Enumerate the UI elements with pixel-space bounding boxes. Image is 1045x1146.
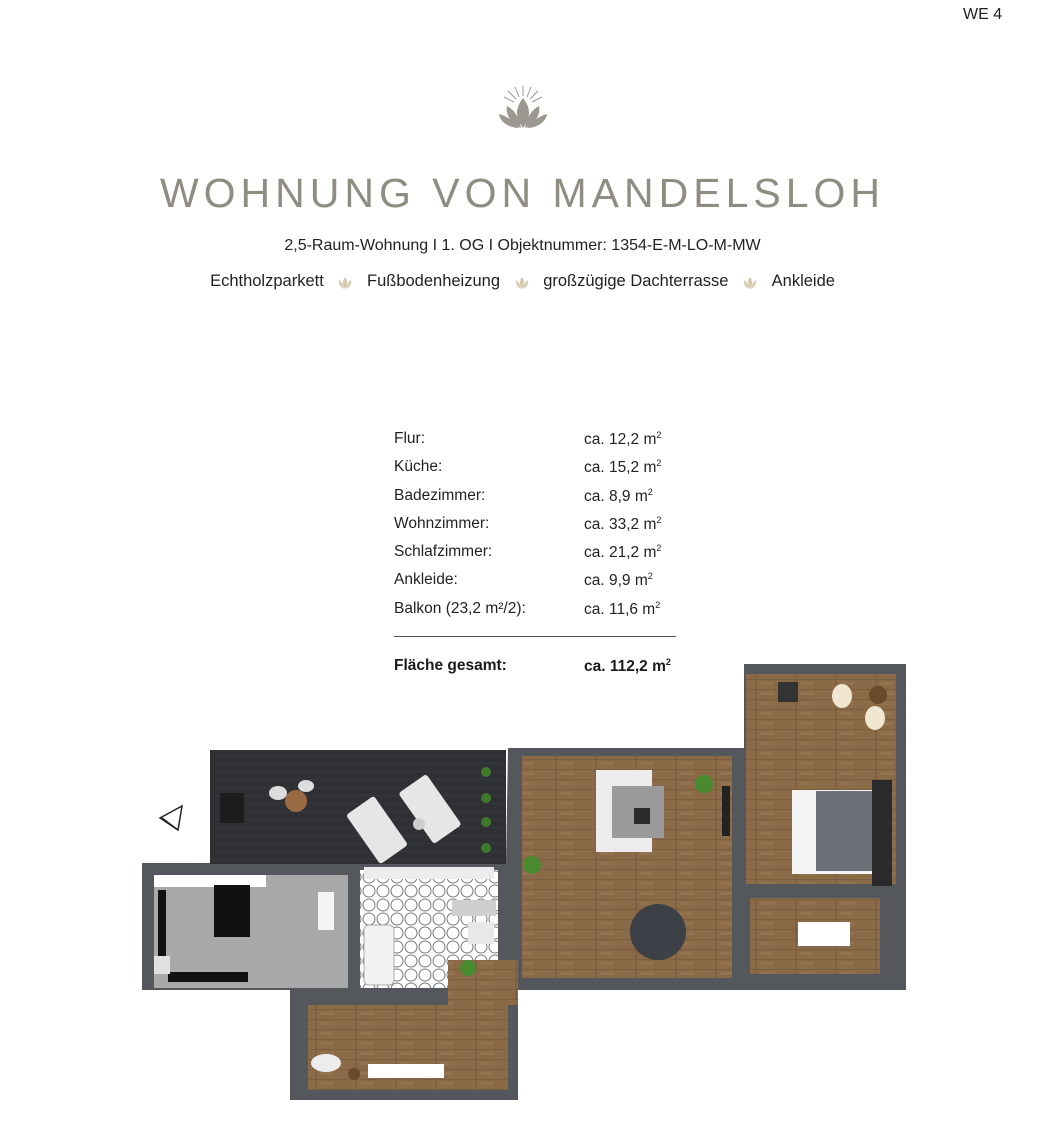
divider [394, 636, 676, 637]
area-unit-exponent: 2 [656, 458, 662, 469]
area-label: Ankleide: [394, 571, 458, 589]
area-value [584, 430, 676, 458]
page-title: WOHNUNG VON MANDELSLOH [159, 170, 886, 216]
total-area-label: Fläche gesamt: [394, 657, 507, 675]
area-row [394, 458, 676, 486]
feature-roof-terrace: großzügige Dachterrasse [543, 272, 729, 291]
area-label: Balkon (23,2 m²/2): [394, 599, 526, 617]
floor-plan [138, 660, 928, 1110]
total-area-unit-exponent: 2 [665, 657, 671, 668]
area-unit-exponent: 2 [647, 486, 653, 497]
lotus-icon [497, 84, 549, 130]
feature-parquet: Echtholzparkett [210, 272, 324, 291]
area-value-text: ca. 21,2 m [584, 544, 657, 562]
area-value-text: ca. 11,6 m [584, 600, 656, 618]
apartment-subtitle: 2,5-Raum-Wohnung I 1. OG I Objektnummer: 1354-E-M-LO-M-MW [284, 237, 761, 254]
area-value [584, 543, 676, 571]
area-unit-exponent: 2 [656, 543, 662, 554]
total-area-value-text: ca. 112,2 m [584, 658, 666, 676]
area-row [394, 571, 676, 599]
area-label: Badezimmer: [394, 486, 486, 504]
area-value [584, 458, 676, 486]
area-value-text: ca. 15,2 m [584, 459, 657, 477]
area-label: Schlafzimmer: [394, 543, 493, 561]
lotus-icon [513, 275, 531, 289]
feature-dressing-room: Ankleide [771, 272, 835, 291]
unit-label: WE 4 [963, 6, 1003, 23]
area-value-text: ca. 33,2 m [584, 516, 657, 534]
area-value-text: ca. 9,9 m [584, 572, 648, 590]
area-row [394, 543, 676, 571]
north-arrow-icon [160, 806, 182, 830]
area-value [584, 571, 676, 599]
area-label: Flur: [394, 430, 425, 447]
area-unit-exponent: 2 [647, 571, 653, 582]
feature-floor-heating: Fußbodenheizung [366, 272, 500, 291]
area-label: Küche: [394, 458, 443, 476]
dressing-room-bench [798, 922, 850, 946]
area-value [584, 600, 676, 628]
area-row [394, 487, 676, 515]
area-value-text: ca. 12,2 m [584, 431, 657, 449]
area-value [584, 515, 676, 543]
area-unit-exponent: 2 [656, 514, 662, 525]
area-row [394, 515, 676, 543]
lotus-icon [336, 275, 354, 289]
area-row [394, 430, 676, 458]
hallway-upper [448, 960, 518, 1005]
area-unit-exponent: 2 [656, 430, 662, 440]
lotus-icon [741, 275, 759, 289]
area-row [394, 600, 676, 628]
feature-list [0, 272, 1045, 291]
area-value [584, 487, 676, 515]
area-table [394, 430, 676, 676]
area-label: Wohnzimmer: [394, 514, 490, 532]
area-value-text: ca. 8,9 m [584, 487, 648, 505]
kitchen [154, 875, 348, 988]
area-unit-exponent: 2 [655, 599, 661, 610]
